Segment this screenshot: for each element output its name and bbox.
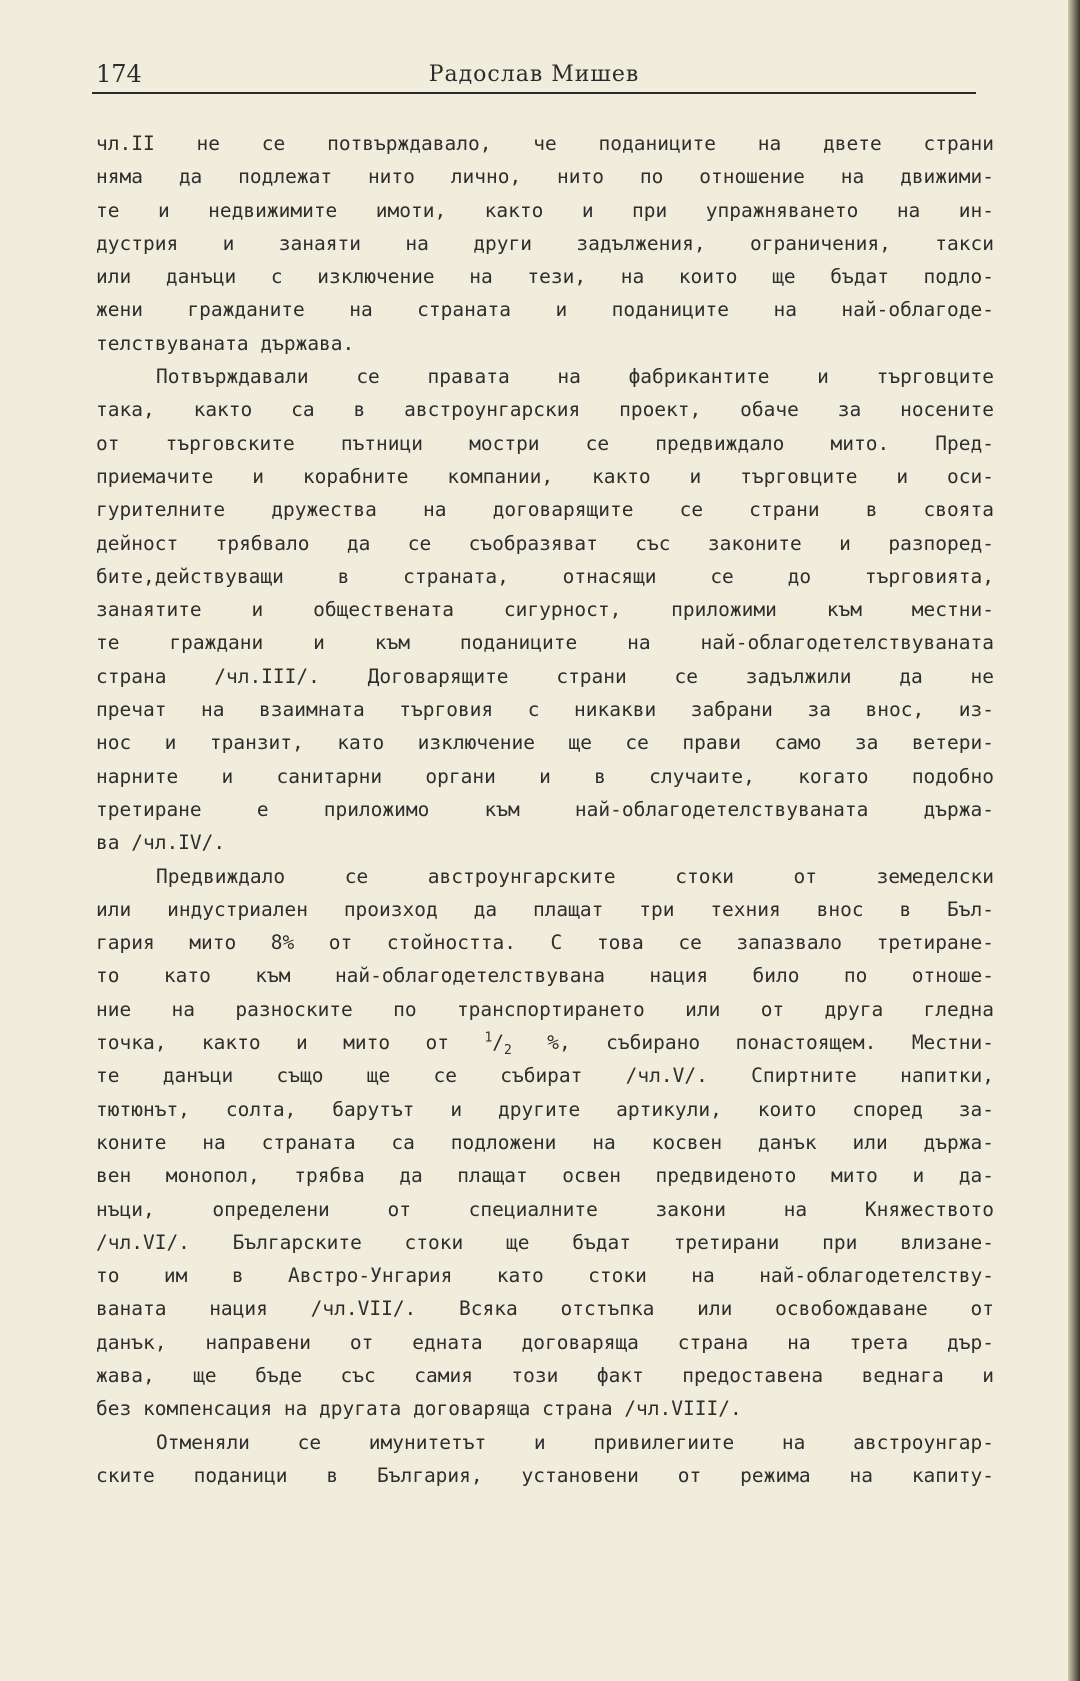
text-line: ваната нация /чл.VII/. Всяка отстъпка или освобождаване от	[96, 1297, 994, 1321]
page-edge-shadow	[1068, 0, 1080, 1681]
text-line: ние на разноските по транспортирането или от друга гледна	[96, 997, 994, 1021]
fraction-slash: /	[492, 1031, 505, 1055]
text-line: приемачите и корабните компании, както и търговците и оси-	[96, 464, 994, 488]
body-text	[96, 127, 994, 1492]
text-line: от търговските пътници мостри се предвиждало мито. Пред-	[96, 431, 994, 455]
text-line: страна /чл.III/. Договарящите страни се задължили да не	[96, 664, 994, 688]
fraction-numerator: 1	[484, 1030, 493, 1046]
text-line: жени гражданите на страната и поданиците на най-облагоде-	[96, 298, 994, 322]
text-line: то им в Австро-Унгария като стоки на най-облагодетелству-	[96, 1264, 994, 1288]
text-line: те данъци също ще се събират /чл.V/. Спиртните напитки,	[96, 1064, 994, 1088]
paragraph-2	[96, 360, 994, 859]
text-line: бите,действуващи в страната, отнасящи се до търговията,	[96, 564, 994, 588]
text-line: данък, направени от едната договаряща страна на трета дър-	[96, 1330, 994, 1354]
text-line: няма да подлежат нито лично, нито по отношение на движими-	[96, 165, 994, 189]
text-line-fraction	[96, 1026, 994, 1059]
text-line: третиране е приложимо към най-облагодетелствуваната държа-	[96, 797, 994, 821]
paragraph-4	[96, 1426, 994, 1493]
text-line: те граждани и към поданиците на най-облагодетелствуваната	[96, 631, 994, 655]
text-line: гария мито 8% от стойността. С това се запазвало третиране-	[96, 931, 994, 955]
text-line: Предвиждало се австроунгарските стоки от земеделски	[156, 864, 994, 888]
text-line: Отменяли се имунитетът и привилегиите на австроунгар-	[156, 1430, 994, 1454]
text-line: вен монопол, трябва да плащат освен предвиденото мито и да-	[96, 1164, 994, 1188]
text-line: или данъци с изключение на тези, на които ще бъдат подло-	[96, 265, 994, 289]
text-line: нъци, определени от специалните закони на Княжеството	[96, 1197, 994, 1221]
fraction-line-before: точка, както и мито от	[96, 1031, 485, 1055]
text-line: чл.II не се потвърждавало, че поданиците на двете страни	[96, 132, 994, 155]
paragraph-1	[96, 127, 994, 360]
text-line: дустрия и занаяти на други задължения, ограничения, такси	[96, 231, 994, 255]
text-line: тютюнът, солта, барутът и другите артикули, които според за-	[96, 1097, 994, 1121]
text-line: гурителните дружества на договарящите се страни в своята	[96, 498, 994, 522]
text-line: занаятите и обществената сигурност, приложими към местни-	[96, 598, 994, 622]
text-line: то като към най-облагодетелствувана нация било по отноше-	[96, 964, 994, 988]
text-line: без компенсация на другата договаряща страна /чл.VIII/.	[96, 1397, 742, 1421]
page-header	[92, 56, 976, 94]
text-line: ските поданици в България, установени от режима на капиту-	[96, 1463, 994, 1487]
text-line: нарните и санитарни органи и в случаите, когато подобно	[96, 764, 994, 788]
text-line: те и недвижимите имоти, както и при упражняването на ин-	[96, 198, 994, 222]
text-line: нос и транзит, като изключение ще се прави само за ветери-	[96, 731, 994, 755]
text-line: жава, ще бъде със самия този факт предоставена веднага и	[96, 1363, 994, 1387]
text-line: Потвърждавали се правата на фабрикантите и търговците	[156, 365, 994, 389]
text-line: ва /чл.IV/.	[96, 831, 226, 855]
text-line: /чл.VI/. Българските стоки ще бъдат третирани при влизане-	[96, 1230, 994, 1254]
text-line: телствуваната държава.	[96, 331, 355, 355]
paragraph-3	[96, 860, 994, 1426]
text-line: дейност трябвало да се съобразяват със законите и разпоред-	[96, 531, 994, 555]
running-head-author: Радослав Мишев	[428, 62, 640, 87]
page-number: 174	[96, 60, 142, 88]
text-line: коните на страната са подложени на косвен данък или държа-	[96, 1130, 994, 1154]
text-line: така, както са в австроунгарския проект, обаче за носените	[96, 398, 994, 422]
text-line: пречат на взаимната търговия с никакви забрани за внос, из-	[96, 698, 994, 722]
text-line: или индустриален произход да плащат три техния внос в Бъл-	[96, 897, 994, 921]
fraction-line-after: %, събирано понастоящем. Местни-	[511, 1031, 994, 1055]
fraction-denominator: 2	[504, 1042, 512, 1058]
